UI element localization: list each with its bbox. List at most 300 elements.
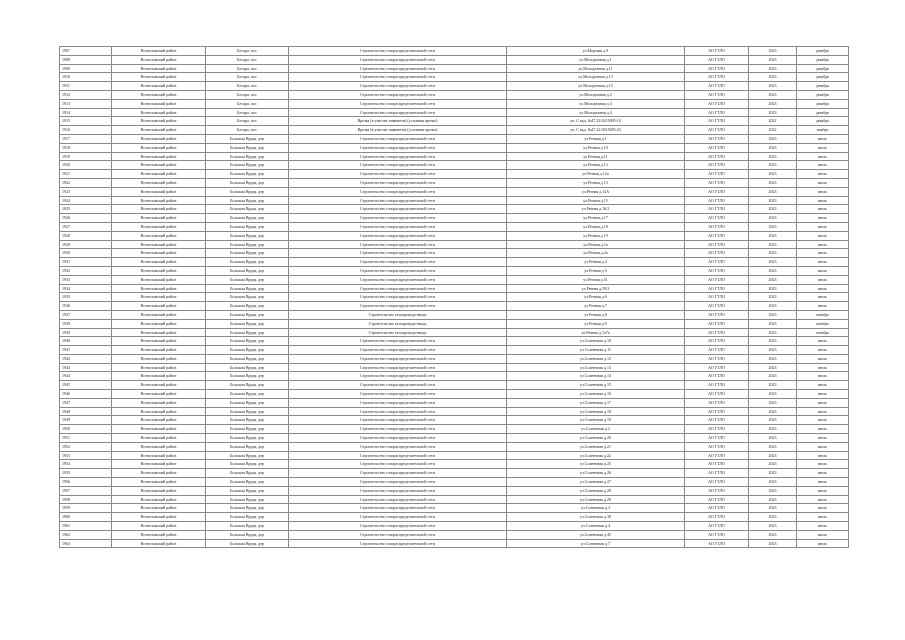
work-type-cell: Строительство газораспределительной сети (289, 486, 507, 495)
work-type-cell: Строительство газораспределительной сети (289, 460, 507, 469)
settlement-cell: Бескра, пос (206, 117, 289, 126)
month-cell: июль (797, 214, 849, 223)
year-cell: 2023 (749, 90, 797, 99)
settlement-cell: Большая Врудя, дер (206, 530, 289, 539)
settlement-cell: Бескра, пос (206, 64, 289, 73)
month-cell: июль (797, 425, 849, 434)
district-cell: Всеволожский район (112, 442, 206, 451)
work-type-cell: Строительство газораспределительной сети (289, 187, 507, 196)
year-cell: 2023 (749, 469, 797, 478)
district-cell: Всеволожский район (112, 275, 206, 284)
month-cell: декабрь (797, 64, 849, 73)
settlement-cell: Бескра, пос (206, 108, 289, 117)
row-number-cell: 1957 (60, 486, 112, 495)
month-cell: июль (797, 390, 849, 399)
address-cell: ул.Морская д.9 (507, 47, 685, 56)
month-cell: июль (797, 161, 849, 170)
district-cell: Всеволожский район (112, 310, 206, 319)
work-type-cell: Строительство газораспределительной сети (289, 99, 507, 108)
settlement-cell: Большая Врудя, дер (206, 152, 289, 161)
table-row (60, 170, 849, 179)
row-number-cell: 1947 (60, 398, 112, 407)
table-row (60, 293, 849, 302)
month-cell: июль (797, 240, 849, 249)
row-number-cell: 1941 (60, 346, 112, 355)
settlement-cell: Бескра, пос (206, 90, 289, 99)
year-cell: 2023 (749, 108, 797, 117)
table-row (60, 143, 849, 152)
row-number-cell: 1942 (60, 354, 112, 363)
district-cell: Всеволожский район (112, 90, 206, 99)
work-type-cell: Строительство газораспределительной сети (289, 47, 507, 56)
work-type-cell: Строительство газораспределительной сети (289, 240, 507, 249)
month-cell: декабрь (797, 117, 849, 126)
work-type-cell: Строительство газораспределительной сети (289, 442, 507, 451)
table-row (60, 522, 849, 531)
work-type-cell: Строительство газопровода-ввода (289, 328, 507, 337)
year-cell: 2023 (749, 134, 797, 143)
organization-cell: АО ГТЛО (685, 258, 749, 267)
year-cell: 2022 (749, 126, 797, 135)
address-cell: ул.Молодежная д.4 (507, 108, 685, 117)
work-type-cell: Строительство газораспределительной сети (289, 522, 507, 531)
organization-cell: АО ГТЛО (685, 469, 749, 478)
work-type-cell: Строительство газораспределительной сети (289, 293, 507, 302)
month-cell: июль (797, 187, 849, 196)
year-cell: 2023 (749, 205, 797, 214)
table-row (60, 390, 849, 399)
year-cell: 2023 (749, 346, 797, 355)
address-cell: ул.Речная д.8 (507, 310, 685, 319)
district-cell: Всеволожский район (112, 47, 206, 56)
month-cell: июль (797, 486, 849, 495)
work-type-cell: Строительство газораспределительной сети (289, 372, 507, 381)
organization-cell: АО ГТЛО (685, 73, 749, 82)
organization-cell: АО ГТЛО (685, 187, 749, 196)
address-cell: ул.Речная д.16/2 (507, 205, 685, 214)
year-cell: 2023 (749, 214, 797, 223)
district-cell: Всеволожский район (112, 302, 206, 311)
year-cell: 2023 (749, 293, 797, 302)
address-cell: ул.Речная д.7 (507, 302, 685, 311)
settlement-cell: Большая Врудя, дер (206, 372, 289, 381)
year-cell: 2023 (749, 495, 797, 504)
address-cell: ул.Солнечная д.19 (507, 416, 685, 425)
address-cell: ул.Речная д.2а (507, 249, 685, 258)
table-row (60, 504, 849, 513)
work-type-cell: Строительство газораспределительной сети (289, 434, 507, 443)
address-cell: ул.Молодежная д.1 (507, 55, 685, 64)
table-row (60, 240, 849, 249)
organization-cell: АО ГТЛО (685, 99, 749, 108)
year-cell: 2023 (749, 170, 797, 179)
row-number-cell: 1927 (60, 222, 112, 231)
organization-cell: АО ГТЛО (685, 170, 749, 179)
settlement-cell: Большая Врудя, дер (206, 266, 289, 275)
month-cell: июль (797, 381, 849, 390)
organization-cell: АО ГТЛО (685, 451, 749, 460)
settlement-cell: Большая Врудя, дер (206, 442, 289, 451)
organization-cell: АО ГТЛО (685, 434, 749, 443)
address-cell: ул.Речная д.17 (507, 214, 685, 223)
district-cell: Всеволожский район (112, 178, 206, 187)
year-cell: 2023 (749, 390, 797, 399)
settlement-cell: Большая Врудя, дер (206, 486, 289, 495)
settlement-cell: Большая Врудя, дер (206, 178, 289, 187)
address-cell: ул.Речная д.59/2 (507, 284, 685, 293)
district-cell: Всеволожский район (112, 478, 206, 487)
settlement-cell: Бескра, пос (206, 47, 289, 56)
row-number-cell: 1960 (60, 513, 112, 522)
settlement-cell: Большая Врудя, дер (206, 240, 289, 249)
settlement-cell: Большая Врудя, дер (206, 205, 289, 214)
table-row (60, 354, 849, 363)
district-cell: Всеволожский район (112, 55, 206, 64)
row-number-cell: 1918 (60, 143, 112, 152)
table-row (60, 416, 849, 425)
district-cell: Всеволожский район (112, 293, 206, 302)
row-number-cell: 1916 (60, 126, 112, 135)
address-cell: ул.Речная д.14А (507, 187, 685, 196)
year-cell: 2023 (749, 398, 797, 407)
month-cell: июль (797, 354, 849, 363)
row-number-cell: 1963 (60, 539, 112, 548)
table-row (60, 82, 849, 91)
row-number-cell: 1936 (60, 302, 112, 311)
table-row (60, 451, 849, 460)
work-type-cell: Строительство газораспределительной сети (289, 134, 507, 143)
organization-cell: АО ГТЛО (685, 460, 749, 469)
year-cell: 2023 (749, 425, 797, 434)
address-cell: ул.Солнечная д.12 (507, 354, 685, 363)
address-cell: ул.Речная д.12 (507, 161, 685, 170)
address-cell: ул.Солнечная д.28 (507, 486, 685, 495)
district-cell: Всеволожский район (112, 504, 206, 513)
month-cell: июль (797, 143, 849, 152)
address-cell: ул.Речная д.6 (507, 293, 685, 302)
organization-cell: АО ГТЛО (685, 64, 749, 73)
table-row (60, 460, 849, 469)
address-cell: ул.Солнечная д.13 (507, 363, 685, 372)
settlement-cell: Большая Врудя, дер (206, 143, 289, 152)
settlement-cell: Большая Врудя, дер (206, 398, 289, 407)
table-row (60, 55, 849, 64)
address-cell: ул.Солнечная д.27 (507, 478, 685, 487)
organization-cell: АО ГТЛО (685, 522, 749, 531)
year-cell: 2023 (749, 363, 797, 372)
work-type-cell: Строительство газораспределительной сети (289, 539, 507, 548)
organization-cell: АО ГТЛО (685, 363, 749, 372)
address-cell: ул.Речная д.18 (507, 222, 685, 231)
organization-cell: АО ГТЛО (685, 214, 749, 223)
district-cell: Всеволожский район (112, 196, 206, 205)
organization-cell: АО ГТЛО (685, 539, 749, 548)
district-cell: Всеволожский район (112, 522, 206, 531)
organization-cell: АО ГТЛО (685, 275, 749, 284)
table-row (60, 64, 849, 73)
row-number-cell: 1932 (60, 266, 112, 275)
table-body (60, 47, 849, 548)
address-cell: ул.Речная д.1 (507, 134, 685, 143)
organization-cell: АО ГТЛО (685, 302, 749, 311)
work-type-cell: Строительство газораспределительной сети (289, 196, 507, 205)
table-row (60, 478, 849, 487)
row-number-cell: 1922 (60, 178, 112, 187)
table-row (60, 434, 849, 443)
year-cell: 2023 (749, 451, 797, 460)
table-row (60, 47, 849, 56)
year-cell: 2023 (749, 55, 797, 64)
organization-cell: АО ГТЛО (685, 143, 749, 152)
year-cell: 2023 (749, 152, 797, 161)
work-type-cell: Строительство газораспределительной сети (289, 73, 507, 82)
organization-cell: АО ГТЛО (685, 416, 749, 425)
address-cell: ул.Солнечная д.17 (507, 398, 685, 407)
month-cell: июль (797, 346, 849, 355)
year-cell: 2023 (749, 460, 797, 469)
organization-cell: АО ГТЛО (685, 513, 749, 522)
row-number-cell: 1911 (60, 82, 112, 91)
work-type-cell: Строительство газораспределительной сети (289, 363, 507, 372)
address-cell: ул.Речная д.9 (507, 319, 685, 328)
district-cell: Всеволожский район (112, 398, 206, 407)
table-row (60, 381, 849, 390)
month-cell: июль (797, 478, 849, 487)
year-cell: 2023 (749, 372, 797, 381)
address-cell: ул.Солнечная д.2 (507, 425, 685, 434)
year-cell: 2023 (749, 407, 797, 416)
district-cell: Всеволожский район (112, 451, 206, 460)
organization-cell: АО ГТЛО (685, 337, 749, 346)
work-type-cell: Строительство газораспределительной сети (289, 222, 507, 231)
year-cell: 2023 (749, 434, 797, 443)
address-cell: ул.Солнечная д.11 (507, 346, 685, 355)
settlement-cell: Большая Врудя, дер (206, 416, 289, 425)
table-row (60, 222, 849, 231)
table-row (60, 363, 849, 372)
month-cell: июль (797, 504, 849, 513)
district-cell: Всеволожский район (112, 117, 206, 126)
month-cell: декабрь (797, 47, 849, 56)
address-cell: ул.Речная д.19 (507, 231, 685, 240)
row-number-cell: 1950 (60, 425, 112, 434)
settlement-cell: Большая Врудя, дер (206, 460, 289, 469)
district-cell: Всеволожский район (112, 284, 206, 293)
table-row (60, 495, 849, 504)
work-type-cell: Строительство газораспределительной сети (289, 416, 507, 425)
settlement-cell: Большая Врудя, дер (206, 346, 289, 355)
settlement-cell: Большая Врудя, дер (206, 214, 289, 223)
table-row (60, 73, 849, 82)
work-type-cell: Строительство газораспределительной сети (289, 354, 507, 363)
work-type-cell: Строительство газораспределительной сети (289, 108, 507, 117)
table-row (60, 205, 849, 214)
year-cell: 2023 (749, 240, 797, 249)
district-cell: Всеволожский район (112, 249, 206, 258)
table-row (60, 337, 849, 346)
year-cell: 2023 (749, 442, 797, 451)
table-row (60, 346, 849, 355)
address-cell: ул.Солнечная д.10 (507, 337, 685, 346)
year-cell: 2023 (749, 522, 797, 531)
row-number-cell: 1909 (60, 64, 112, 73)
month-cell: июль (797, 302, 849, 311)
district-cell: Всеволожский район (112, 222, 206, 231)
year-cell: 2023 (749, 381, 797, 390)
address-cell: ул.Речная д.13 (507, 178, 685, 187)
settlement-cell: Большая Врудя, дер (206, 390, 289, 399)
year-cell: 2023 (749, 319, 797, 328)
settlement-cell: Большая Врудя, дер (206, 196, 289, 205)
month-cell: июль (797, 284, 849, 293)
organization-cell: АО ГТЛО (685, 442, 749, 451)
organization-cell: АО ГТЛО (685, 284, 749, 293)
settlement-cell: Большая Врудя, дер (206, 451, 289, 460)
organization-cell: АО ГТЛО (685, 390, 749, 399)
organization-cell: АО ГТЛО (685, 266, 749, 275)
address-cell: уч. С кад. №47:22:0215005:10 (507, 117, 685, 126)
row-number-cell: 1926 (60, 214, 112, 223)
district-cell: Всеволожский район (112, 73, 206, 82)
organization-cell: АО ГТЛО (685, 354, 749, 363)
settlement-cell: Большая Врудя, дер (206, 275, 289, 284)
address-cell: ул.Молодежная д.13 (507, 73, 685, 82)
row-number-cell: 1915 (60, 117, 112, 126)
row-number-cell: 1924 (60, 196, 112, 205)
work-type-cell: Строительство газораспределительной сети (289, 82, 507, 91)
row-number-cell: 1939 (60, 328, 112, 337)
year-cell: 2023 (749, 504, 797, 513)
settlement-cell: Большая Врудя, дер (206, 354, 289, 363)
row-number-cell: 1946 (60, 390, 112, 399)
row-number-cell: 1921 (60, 170, 112, 179)
district-cell: Всеволожский район (112, 354, 206, 363)
data-table (59, 46, 849, 548)
district-cell: Всеволожский район (112, 390, 206, 399)
table-row (60, 425, 849, 434)
month-cell: июль (797, 249, 849, 258)
work-type-cell: Строительство газораспределительной сети (289, 55, 507, 64)
district-cell: Всеволожский район (112, 82, 206, 91)
address-cell: ул.Солнечная д.21 (507, 442, 685, 451)
settlement-cell: Большая Врудя, дер (206, 434, 289, 443)
table-row (60, 161, 849, 170)
year-cell: 2023 (749, 530, 797, 539)
work-type-cell: Строительство газораспределительной сети (289, 258, 507, 267)
row-number-cell: 1917 (60, 134, 112, 143)
organization-cell: АО ГТЛО (685, 372, 749, 381)
district-cell: Всеволожский район (112, 460, 206, 469)
address-cell: ул.Солнечная д.45 (507, 530, 685, 539)
month-cell: июль (797, 293, 849, 302)
organization-cell: АО ГТЛО (685, 495, 749, 504)
month-cell: ноябрь (797, 126, 849, 135)
district-cell: Всеволожский район (112, 328, 206, 337)
organization-cell: АО ГТЛО (685, 222, 749, 231)
organization-cell: АО ГТЛО (685, 310, 749, 319)
month-cell: июль (797, 416, 849, 425)
address-cell: ул.Солнечная д.18 (507, 407, 685, 416)
year-cell: 2023 (749, 231, 797, 240)
month-cell: июль (797, 434, 849, 443)
work-type-cell: Строительство газораспределительной сети (289, 170, 507, 179)
settlement-cell: Большая Врудя, дер (206, 495, 289, 504)
month-cell: июль (797, 196, 849, 205)
organization-cell: АО ГТЛО (685, 82, 749, 91)
settlement-cell: Бескра, пос (206, 55, 289, 64)
table-row (60, 530, 849, 539)
row-number-cell: 1923 (60, 187, 112, 196)
table-row (60, 442, 849, 451)
settlement-cell: Большая Врудя, дер (206, 161, 289, 170)
row-number-cell: 1943 (60, 363, 112, 372)
month-cell: июль (797, 451, 849, 460)
row-number-cell: 1929 (60, 240, 112, 249)
settlement-cell: Большая Врудя, дер (206, 293, 289, 302)
month-cell: июль (797, 513, 849, 522)
month-cell: июль (797, 222, 849, 231)
settlement-cell: Большая Врудя, дер (206, 258, 289, 267)
table-row (60, 152, 849, 161)
district-cell: Всеволожский район (112, 346, 206, 355)
district-cell: Всеволожский район (112, 205, 206, 214)
row-number-cell: 1907 (60, 47, 112, 56)
month-cell: декабрь (797, 82, 849, 91)
month-cell: декабрь (797, 73, 849, 82)
year-cell: 2022 (749, 117, 797, 126)
settlement-cell: Большая Врудя, дер (206, 504, 289, 513)
month-cell: июль (797, 134, 849, 143)
organization-cell: АО ГТЛО (685, 117, 749, 126)
month-cell: июль (797, 469, 849, 478)
district-cell: Всеволожский район (112, 64, 206, 73)
work-type-cell: Строительство газораспределительной сети (289, 143, 507, 152)
table-row (60, 513, 849, 522)
table-row (60, 310, 849, 319)
work-type-cell: Строительство газораспределительной сети (289, 231, 507, 240)
work-type-cell: Строительство газораспределительной сети (289, 284, 507, 293)
table-row (60, 258, 849, 267)
organization-cell: АО ГТЛО (685, 504, 749, 513)
row-number-cell: 1910 (60, 73, 112, 82)
table-row (60, 398, 849, 407)
district-cell: Всеволожский район (112, 381, 206, 390)
address-cell: ул.Солнечная д.14 (507, 372, 685, 381)
month-cell: июль (797, 372, 849, 381)
work-type-cell: Строительство газораспределительной сети (289, 451, 507, 460)
table-row (60, 196, 849, 205)
address-cell: ул.Солнечная д.3 (507, 504, 685, 513)
year-cell: 2023 (749, 187, 797, 196)
settlement-cell: Большая Врудя, дер (206, 522, 289, 531)
year-cell: 2023 (749, 478, 797, 487)
table-row (60, 407, 849, 416)
row-number-cell: 1958 (60, 495, 112, 504)
organization-cell: АО ГТЛО (685, 231, 749, 240)
row-number-cell: 1948 (60, 407, 112, 416)
row-number-cell: 1956 (60, 478, 112, 487)
row-number-cell: 1953 (60, 451, 112, 460)
organization-cell: АО ГТЛО (685, 478, 749, 487)
table-row (60, 187, 849, 196)
organization-cell: АО ГТЛО (685, 47, 749, 56)
address-cell: ул.Солнечная д.16 (507, 390, 685, 399)
month-cell: июль (797, 152, 849, 161)
month-cell: июль (797, 460, 849, 469)
table-row (60, 539, 849, 548)
work-type-cell: Строительство газопровода-ввода (289, 310, 507, 319)
month-cell: октябрь (797, 310, 849, 319)
